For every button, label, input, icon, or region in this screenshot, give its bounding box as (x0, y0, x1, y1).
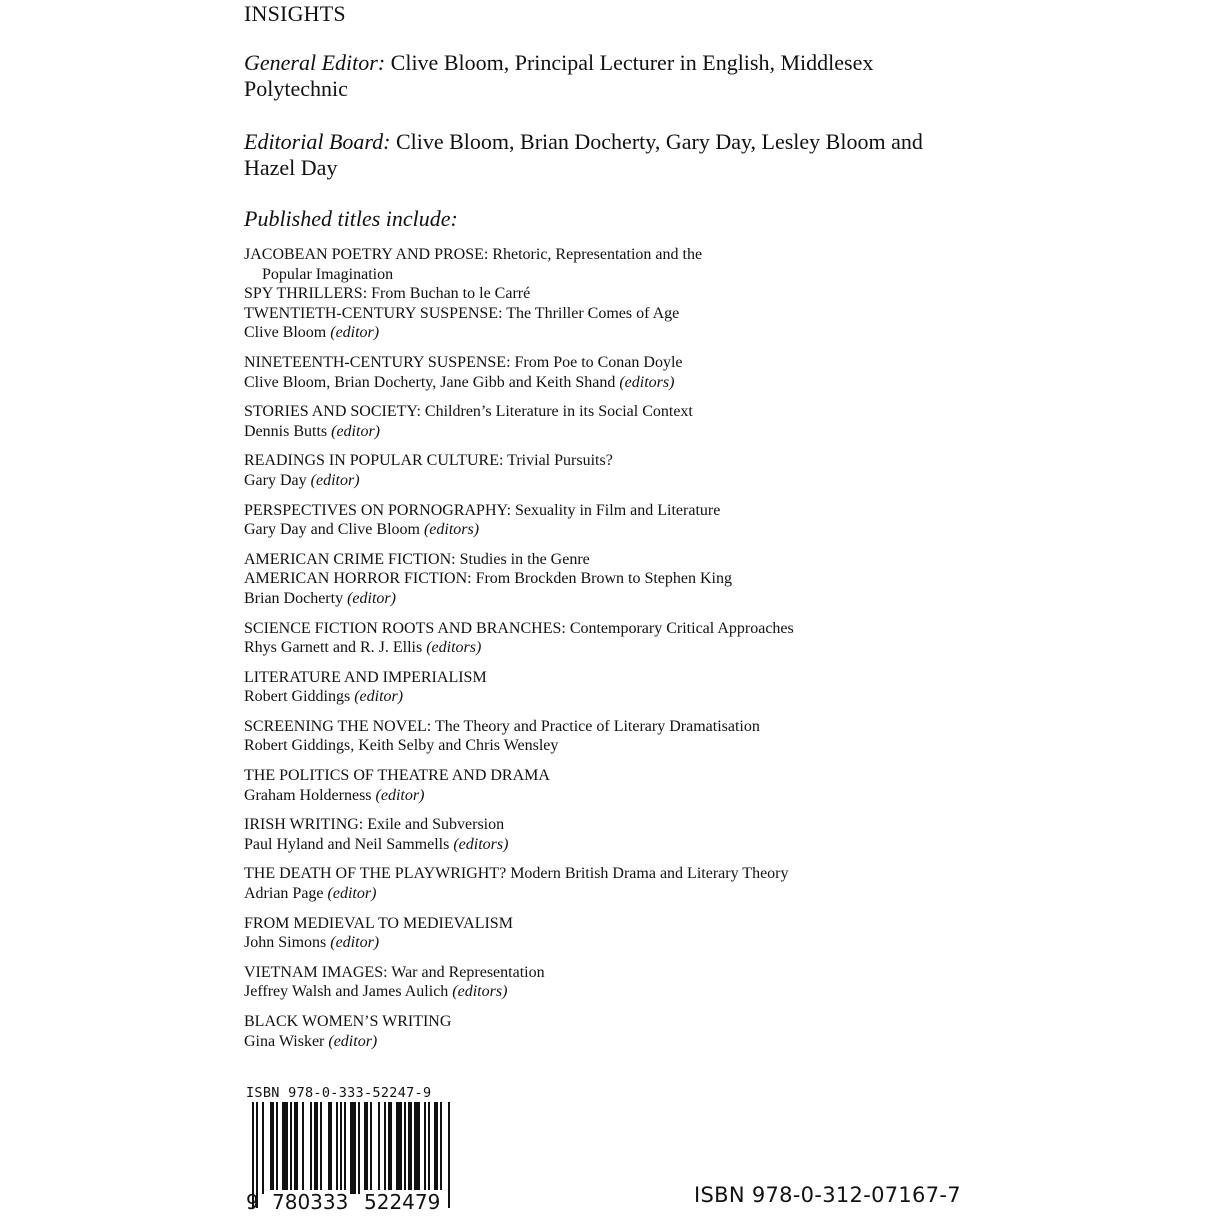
title-line (244, 687, 964, 707)
title-line (244, 284, 964, 304)
editor-role: (editors) (619, 373, 675, 391)
title-line-text: Jeffrey Walsh and James Aulich (244, 983, 449, 1001)
title-line-text: LITERATURE AND IMPERIALISM (244, 668, 487, 686)
editor-role: (editor) (327, 885, 377, 903)
title-line-text: READINGS IN POPULAR CULTURE: Trivial Pursuits? (244, 452, 613, 470)
title-group (244, 353, 964, 392)
editor-role: (editor) (347, 589, 396, 607)
title-line (244, 736, 964, 756)
title-group (244, 451, 964, 490)
title-line-text: Gary Day (244, 471, 307, 489)
barcode-bar (282, 1102, 288, 1194)
title-line (244, 245, 964, 265)
title-line-text: IRISH WRITING: Exile and Subversion (244, 816, 505, 834)
title-line (244, 353, 964, 373)
barcode-bar (350, 1102, 356, 1194)
barcode-bar (336, 1102, 338, 1194)
barcode-digits (244, 1190, 460, 1214)
barcode-bar (310, 1102, 312, 1194)
title-line (244, 304, 964, 324)
title-line-text: Robert Giddings (244, 688, 351, 706)
barcode-bar (370, 1102, 372, 1194)
title-line (244, 786, 964, 806)
barcode-bar (340, 1102, 342, 1194)
editor-role: (editors) (452, 983, 508, 1001)
title-line (244, 1012, 964, 1032)
title-line-text: Paul Hyland and Neil Sammells (244, 835, 450, 853)
title-line-text: STORIES AND SOCIETY: Children’s Literature in its Social Context (244, 403, 693, 421)
title-line (244, 963, 964, 983)
published-heading: Published titles include: (244, 206, 458, 231)
title-line (244, 619, 964, 639)
title-line (244, 471, 964, 491)
editor-role: (editor) (375, 786, 425, 804)
title-line-text: Dennis Butts (244, 422, 328, 440)
title-group (244, 766, 964, 805)
title-line-text: TWENTIETH-CENTURY SUSPENSE: The Thriller Comes of Age (244, 304, 680, 322)
editor-role: (editors) (453, 835, 509, 853)
title-line (244, 550, 964, 570)
barcode-bar (388, 1102, 392, 1194)
title-group (244, 501, 964, 540)
title-line (244, 835, 964, 855)
barcode-bar (424, 1102, 426, 1194)
title-line-text: NINETEENTH-CENTURY SUSPENSE: From Poe to Conan Doyle (244, 353, 683, 371)
barcode-bar (396, 1102, 402, 1194)
title-line-text: Clive Bloom (244, 324, 327, 342)
title-group (244, 402, 964, 441)
title-group (244, 619, 964, 658)
barcode-digits-left: 780333 (272, 1190, 349, 1214)
title-line (244, 884, 964, 904)
barcode-bar (428, 1102, 430, 1194)
title-group (244, 914, 964, 953)
title-line (244, 422, 964, 442)
barcode-bar (344, 1102, 346, 1194)
title-line (244, 402, 964, 422)
title-line-text: VIETNAM IMAGES: War and Representation (244, 963, 545, 981)
published-titles-list (244, 245, 964, 1061)
title-group (244, 245, 964, 343)
title-line-text: Rhys Garnett and R. J. Ellis (244, 639, 423, 657)
title-line (244, 373, 964, 393)
title-line-text: JACOBEAN POETRY AND PROSE: Rhetoric, Representation and the (244, 246, 703, 263)
barcode-isbn-label: ISBN 978-0-333-52247-9 (246, 1085, 432, 1101)
barcode-bar (302, 1102, 304, 1194)
barcode-bar (270, 1102, 274, 1194)
title-line-text: THE DEATH OF THE PLAYWRIGHT? Modern British Drama and Literary Theory (244, 865, 789, 883)
title-line (244, 323, 964, 343)
barcode-bar (404, 1102, 406, 1194)
title-line (244, 638, 964, 658)
barcode-bar (434, 1102, 438, 1194)
barcode (244, 1102, 460, 1214)
series-title: INSIGHTS (244, 1, 346, 26)
title-line-text: BLACK WOMEN’S WRITING (244, 1013, 452, 1030)
barcode-bar (358, 1102, 360, 1194)
editor-role: (editors) (423, 521, 480, 539)
barcode-bar (364, 1102, 368, 1194)
title-line-text: Gina Wisker (244, 1032, 325, 1050)
title-line-text: Adrian Page (244, 885, 324, 903)
title-line-text: FROM MEDIEVAL TO MEDIEVALISM (244, 914, 513, 932)
title-group (244, 815, 964, 854)
barcode-bar (328, 1102, 332, 1194)
title-line-text: PERSPECTIVES ON PORNOGRAPHY: Sexuality in Film and Literature (244, 501, 721, 519)
title-line (244, 914, 964, 934)
editorial-board-label: Editorial Board: (244, 129, 391, 154)
title-group (244, 1012, 964, 1051)
title-line (244, 265, 964, 285)
title-group (244, 864, 964, 903)
title-line (244, 569, 964, 589)
title-line (244, 668, 964, 688)
title-line (244, 501, 964, 521)
barcode-bar (320, 1102, 322, 1194)
editor-role: (editor) (330, 324, 380, 342)
title-line (244, 864, 964, 884)
barcode-bar (414, 1102, 420, 1194)
editorial-board-text: Clive Bloom, Brian Docherty, Gary Day, Lesley Bloom and Hazel Day (244, 129, 923, 180)
general-editor-label: General Editor: (244, 50, 386, 75)
barcode-bar (378, 1102, 380, 1194)
editor-role: (editors) (426, 639, 482, 657)
title-group (244, 668, 964, 707)
editorial-board-line (244, 129, 964, 181)
editor-role: (editor) (310, 471, 360, 489)
title-line (244, 933, 964, 953)
editor-role: (editor) (328, 1032, 378, 1050)
barcode-bar (294, 1102, 298, 1194)
title-line-text: SCIENCE FICTION ROOTS AND BRANCHES: Contemporary Critical Approaches (244, 619, 794, 637)
title-line (244, 1032, 964, 1052)
title-line-text: Gary Day and Clive Bloom (244, 521, 420, 539)
title-line-text: Clive Bloom, Brian Docherty, Jane Gibb and Keith Shand (244, 373, 616, 391)
barcode-bar (408, 1102, 412, 1194)
barcode-bar (262, 1102, 264, 1194)
title-line-text: Popular Imagination (262, 265, 394, 283)
barcode-bar (384, 1102, 386, 1194)
editor-role: (editor) (331, 422, 380, 440)
title-group (244, 963, 964, 1002)
title-line-text: AMERICAN CRIME FICTION: Studies in the Genre (244, 550, 590, 568)
title-group (244, 717, 964, 756)
editor-role: (editor) (330, 934, 380, 952)
title-line-text: SCREENING THE NOVEL: The Theory and Practice of Literary Dramatisation (244, 717, 760, 735)
barcode-digit-first: 9 (246, 1190, 259, 1214)
title-line (244, 451, 964, 471)
title-group (244, 550, 964, 609)
title-line-text: Brian Docherty (244, 589, 344, 607)
title-line-text: SPY THRILLERS: From Buchan to le Carré (244, 285, 531, 303)
title-line-text: THE POLITICS OF THEATRE AND DRAMA (244, 767, 550, 785)
title-line-text: Robert Giddings, Keith Selby and Chris Wensley (244, 737, 559, 755)
editor-role: (editor) (354, 688, 404, 706)
barcode-bar (290, 1102, 292, 1194)
barcode-bar (314, 1102, 318, 1194)
title-line-text: AMERICAN HORROR FICTION: From Brockden Brown to Stephen King (244, 570, 732, 588)
title-line (244, 982, 964, 1002)
title-line (244, 766, 964, 786)
title-line (244, 589, 964, 609)
barcode-bar (276, 1102, 278, 1194)
title-line (244, 717, 964, 737)
barcode-digits-right: 522479 (364, 1190, 441, 1214)
title-line-text: Graham Holderness (244, 786, 372, 804)
isbn-right: ISBN 978-0-312-07167-7 (694, 1183, 961, 1207)
title-line (244, 520, 964, 540)
title-line (244, 815, 964, 835)
title-line-text: John Simons (244, 934, 327, 952)
general-editor-line (244, 50, 964, 102)
general-editor-text: Clive Bloom, Principal Lecturer in English, Middlesex Polytechnic (244, 50, 874, 101)
